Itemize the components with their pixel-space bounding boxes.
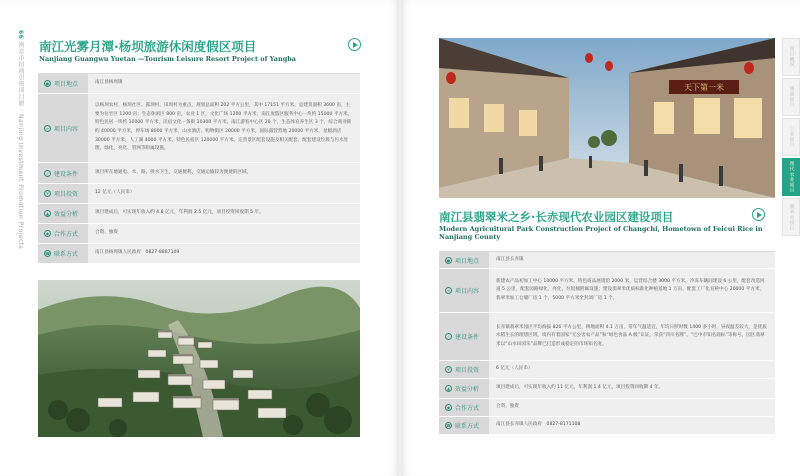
page-number: 66 [17, 30, 24, 40]
coin-icon: ¥ [445, 366, 452, 373]
spine-text [14, 30, 26, 249]
info-label: ◆ 合作方式 [38, 224, 88, 243]
info-row-content [38, 94, 360, 163]
section-nav-tabs [782, 38, 800, 238]
info-value: 以杨坝农村、杨坝社区、露坝村、田坝村为重点，规划总面积 202 平方公里，其中 17151 平方米，总建筑面积 3600 亩，主要为住宅区 1200 亩；生态休闲区 800 亩，农业 1 区，文化广场 1200 平方米，南江度假区服务中心一块约 15000 平方米，特色民居一块约 10000 平方米，民宿文化一条街 10300 平方米，南江游客中心区 20 个，生态体育养生区 3 个，综合商业街约 40000 平方米，停车场 8000 平方米，山水酒店，购物街区 20000 平方米，国际露营营地 20000 平方米，星级酒店 30000 平方米，人工湖 4000 平方米，特色民宿区 120000 平方米，完善景区配套设施及相关配套，配套建设垃圾与污水处理、绿化、亮化、管网等附属设施。 [88, 94, 360, 162]
info-row-contact [439, 417, 775, 435]
info-row-benefit [38, 204, 360, 224]
tab-overview[interactable]: 项目概况 [782, 38, 800, 76]
pin-icon: ● [446, 257, 451, 263]
coin-icon: ¥ [44, 190, 51, 197]
info-label: ☎ 联系方式 [38, 244, 88, 263]
info-row-cooperation [439, 399, 775, 417]
left-page [0, 0, 399, 476]
info-row-cooperation [38, 224, 360, 244]
handshake-icon: ◆ [45, 231, 50, 236]
list-icon: ≡ [45, 125, 50, 131]
info-row-investment [439, 361, 775, 379]
info-row-conditions [439, 313, 775, 361]
info-row-contact [38, 244, 360, 264]
info-row-conditions [38, 163, 360, 184]
info-label: ≡ 项目内容 [439, 269, 489, 312]
right-project-subtitle: Modern Agricultural Park Construction Project of Changchi, Hometown of Feicui Rice in Nanjiang County [439, 225, 763, 241]
info-value: 项目所在地通电、水、路，供水卫生，交通便利，交通运输较为便捷的区域。 [88, 163, 360, 183]
info-row-location [38, 74, 360, 94]
info-label: ▲ 效益分析 [439, 379, 489, 398]
info-row-investment [38, 184, 360, 204]
info-value: 新建农产品初加工中心 10000 平方米，特色商品展销馆 2000 米，运营综合楼 3000 平方米，冷冻车辆间建设 6 公里，配套改造河道 5 公里，配套园路绿化、亮化、垃圾桶附属设施；建设翡翠米优质标准化种植基地 1 万亩，配套工厂化育秧中心 20000 平方米，翡翠米加工仓储厂房 1 个，5000 平方米全封闭厂房 1 个。 [489, 269, 775, 312]
info-label: ≡ 项目内容 [38, 94, 88, 162]
info-label: ¥ 项目投资 [439, 361, 489, 378]
info-value: 合资、独资 [88, 224, 360, 243]
info-value: 项目建成后，可实现年收入约 11 亿元，年利润 1.4 亿元，项目投资回收期 4 年。 [489, 379, 775, 398]
tab-tourism[interactable]: 旅游项目 [782, 78, 800, 116]
info-label: ● 项目地点 [439, 252, 489, 268]
info-label: ◆ 合作方式 [439, 399, 489, 416]
check-icon: ✓ [446, 334, 451, 339]
phone-icon: ☎ [446, 423, 451, 428]
street-scene-photo [439, 38, 775, 198]
info-value: 南江县长赤镇人民政府 0827-8171108 [489, 417, 775, 434]
info-value: 合资、独资 [489, 399, 775, 416]
info-label: ✓ 建设条件 [38, 163, 88, 183]
left-info-table [38, 73, 360, 264]
info-label: ● 项目地点 [38, 74, 88, 93]
info-label: ▲ 效益分析 [38, 204, 88, 223]
tab-industry[interactable]: 工业项目 [782, 118, 800, 156]
phone-icon: ☎ [45, 251, 50, 256]
right-page [401, 0, 800, 476]
info-label: ✓ 建设条件 [439, 313, 489, 360]
info-value: 长赤镇翡翠米园区平均海拔 826 平方公里，耕地面积 4.1 万亩，常年气温适宜，年均日照时数 1400 多小时，昼夜温差较大，是优质水稻生长的理想区域，境内有着国家“无公害农产品”和“绿色食品 A 级”认证，荣获“四川名牌”、“巴中市知名商标”等称号，园区翡翠米以“山水田园乐”品牌已打造形成稳定的市场知名度。 [489, 313, 775, 360]
chart-icon: ▲ [45, 211, 50, 216]
info-label: ☎ 联系方式 [439, 417, 489, 434]
left-project-title: 南江光雾月潭·杨坝旅游休闲度假区项目 [39, 39, 257, 54]
right-project-title: 南江县翡翠米之乡·长赤现代农业园区建设项目 [439, 210, 674, 224]
info-value: 南江县杨坝镇 [88, 74, 360, 93]
play-icon[interactable] [348, 38, 361, 51]
tab-agriculture[interactable]: 现代农业项目 [782, 158, 800, 196]
pin-icon: ● [45, 81, 50, 86]
left-project-subtitle: Nanjiang Guangwu Yuetan —Tourism Leisure Resort Project of Yangba [39, 55, 297, 63]
info-value: 南江县杨坝镇人民政府 0827-8887109 [88, 244, 360, 263]
info-value: 项目建成后，可实现年收入约 4.8 亿元，年利润 2.5 亿元，项目投资回收期 5 年。 [88, 204, 360, 223]
info-row-content [439, 269, 775, 313]
handshake-icon: ◆ [446, 405, 451, 410]
right-info-table [439, 251, 775, 435]
shop-sign: 天下第一米 [684, 83, 724, 92]
check-icon: ✓ [45, 170, 50, 176]
play-icon[interactable] [752, 208, 765, 221]
info-value: 12 亿元（人民币） [88, 184, 360, 203]
info-value: 南江县长赤镇 [489, 252, 775, 268]
spine-caption: 南京市招商引资项目册 · Nanjing Investment Promotion Projects [17, 41, 24, 250]
info-label: ¥ 项目投资 [38, 184, 88, 203]
info-row-location [439, 252, 775, 269]
chart-icon: ▲ [446, 386, 451, 391]
resort-aerial-photo [38, 280, 360, 437]
tab-service[interactable]: 服务业项目 [782, 198, 800, 236]
info-value: 6 亿元（人民币） [489, 361, 775, 378]
info-row-benefit [439, 379, 775, 399]
list-icon: ≡ [446, 288, 451, 293]
